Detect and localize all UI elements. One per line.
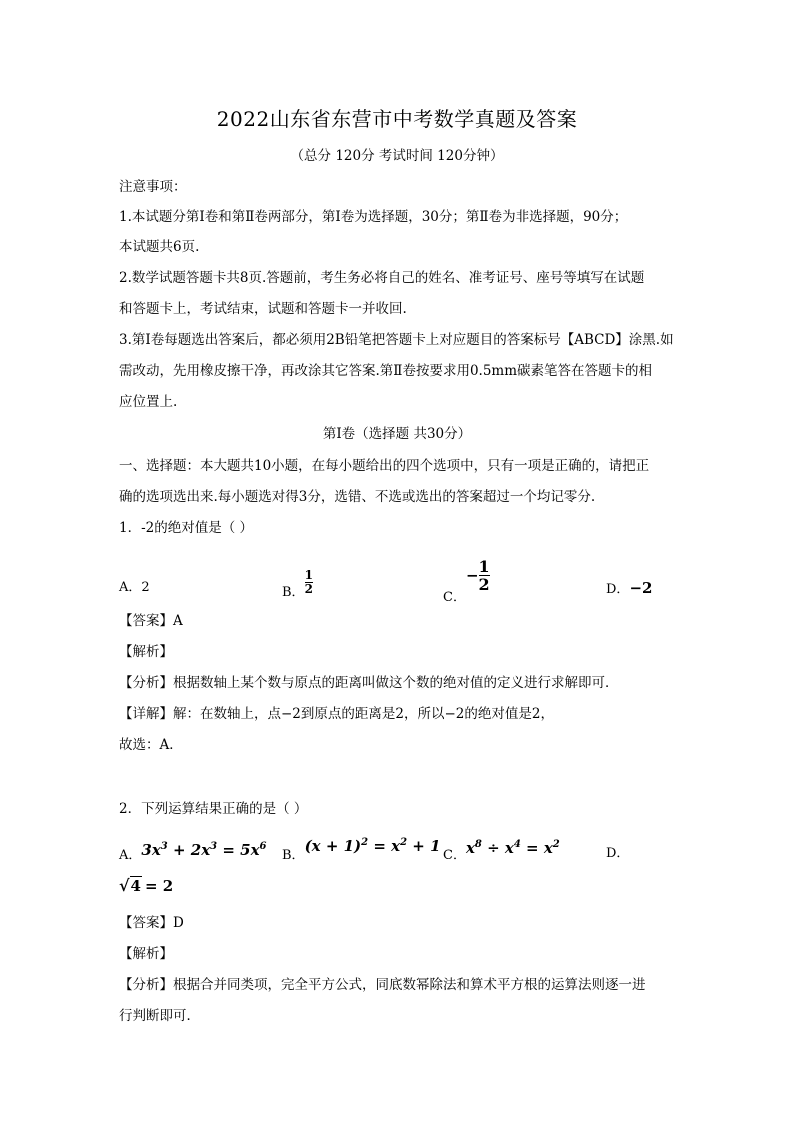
q2-analysis: 【解析】 xyxy=(119,946,173,962)
q1-choice: 故选：A． xyxy=(119,737,183,753)
note-3-line-1: 3.第Ⅰ卷每题选出答案后，都必须用2B铅笔把答题卡上对应题目的答案标号【ABCD】涂黑.如 xyxy=(119,332,674,348)
q1-option-a-label: A． xyxy=(119,580,142,595)
q2-stem: 2．下列运算结果正确的是（ ） xyxy=(119,801,308,817)
q2-fenxi-line-1: 【分析】根据合并同类项，完全平方公式，同底数幂除法和算术平方根的运算法则逐一进 xyxy=(119,977,646,993)
q1-option-c-sign: − xyxy=(465,566,479,585)
note-2-line-2: 和答题卡上，考试结束，试题和答题卡一并收回. xyxy=(119,301,407,317)
section-1-intro-line-1: 一、选择题：本大题共10小题，在每小题给出的四个选项中，只有一项是正确的，请把正 xyxy=(119,458,650,474)
q2-option-a-label: A． xyxy=(119,848,142,863)
q1-option-b-label: B． xyxy=(282,585,305,600)
q2-option-d xyxy=(606,844,629,864)
q1-option-d xyxy=(606,578,652,600)
page-title: 2022山东省东营市中考数学真题及答案 xyxy=(216,107,578,131)
q1-option-d-value: −2 xyxy=(629,579,653,597)
q2-option-a xyxy=(119,840,267,862)
sqrt-sign: √ xyxy=(119,876,130,895)
q2-option-b-expression: $(x + 1)^2 = x^2 + 1$ xyxy=(304,837,441,855)
q1-option-b xyxy=(282,569,313,603)
note-3-line-2: 需改动，先用橡皮擦干净，再改涂其它答案.第Ⅱ卷按要求用0.5mm碳素笔答在答题卡的相 xyxy=(119,363,653,379)
q2-fenxi-line-2: 行判断即可． xyxy=(119,1008,200,1024)
q1-option-c xyxy=(443,557,490,605)
q1-option-b-denominator: 2 xyxy=(304,582,313,596)
q1-option-c-fraction xyxy=(479,558,490,593)
page-subtitle: （总分 120分 考试时间 120分钟） xyxy=(290,148,504,164)
q1-fenxi: 【分析】根据数轴上某个数与原点的距离叫做这个数的绝对值的定义进行求解即可． xyxy=(119,675,619,691)
q1-option-c-label: C． xyxy=(443,590,466,605)
note-1-line-1: 1.本试题分第Ⅰ卷和第Ⅱ卷两部分，第Ⅰ卷为选择题，30分；第Ⅱ卷为非选择题，90分； xyxy=(119,209,628,225)
q2-option-a-expression: $3x^3 + 2x^3 = 5x^6$ xyxy=(141,841,267,859)
q2-option-c xyxy=(443,838,560,863)
q1-option-a-value: 2 xyxy=(141,580,150,595)
note-1-line-2: 本试题共6页. xyxy=(119,239,200,255)
q2-option-b-label: B． xyxy=(282,848,305,863)
sqrt-expression xyxy=(130,876,142,898)
notes-heading: 注意事项： xyxy=(119,179,187,195)
q1-detail: 【详解】解：在数轴上，点−2到原点的距离是2，所以−2的绝对值是2， xyxy=(119,706,554,722)
note-3-line-3: 应位置上. xyxy=(119,394,178,410)
q1-answer: 【答案】A xyxy=(119,613,183,629)
q1-option-c-denominator: 2 xyxy=(478,575,490,594)
note-2-line-1: 2.数学试题答题卡共8页.答题前，考生务必将自己的姓名、准考证号、座号等填写在试题 xyxy=(119,270,645,286)
q2-option-d-label: D． xyxy=(606,846,630,861)
q1-option-d-label: D． xyxy=(606,582,630,597)
q1-option-b-fraction xyxy=(305,569,313,596)
section-1-title: 第Ⅰ卷（选择题 共30分） xyxy=(322,426,472,442)
q1-option-a xyxy=(119,578,150,598)
q1-stem: 1．-2的绝对值是（ ） xyxy=(119,520,254,536)
q2-option-d-radicand: 4 xyxy=(130,877,141,895)
q1-option-b-numerator: 1 xyxy=(304,568,313,582)
q2-option-d-expression xyxy=(119,876,173,898)
q2-option-c-label: C． xyxy=(443,848,466,863)
q2-option-d-result: = 2 xyxy=(144,877,174,895)
q2-option-c-expression: $x^8 \div x^4 = x^2$ xyxy=(465,839,560,857)
q1-analysis: 【解析】 xyxy=(119,644,173,660)
section-1-intro-line-2: 确的选项选出来.每小题选对得3分，选错、不选或选出的答案超过一个均记零分. xyxy=(119,489,596,505)
q2-answer: 【答案】D xyxy=(119,915,184,931)
q2-option-b xyxy=(282,836,441,863)
q1-option-c-numerator: 1 xyxy=(478,557,490,576)
